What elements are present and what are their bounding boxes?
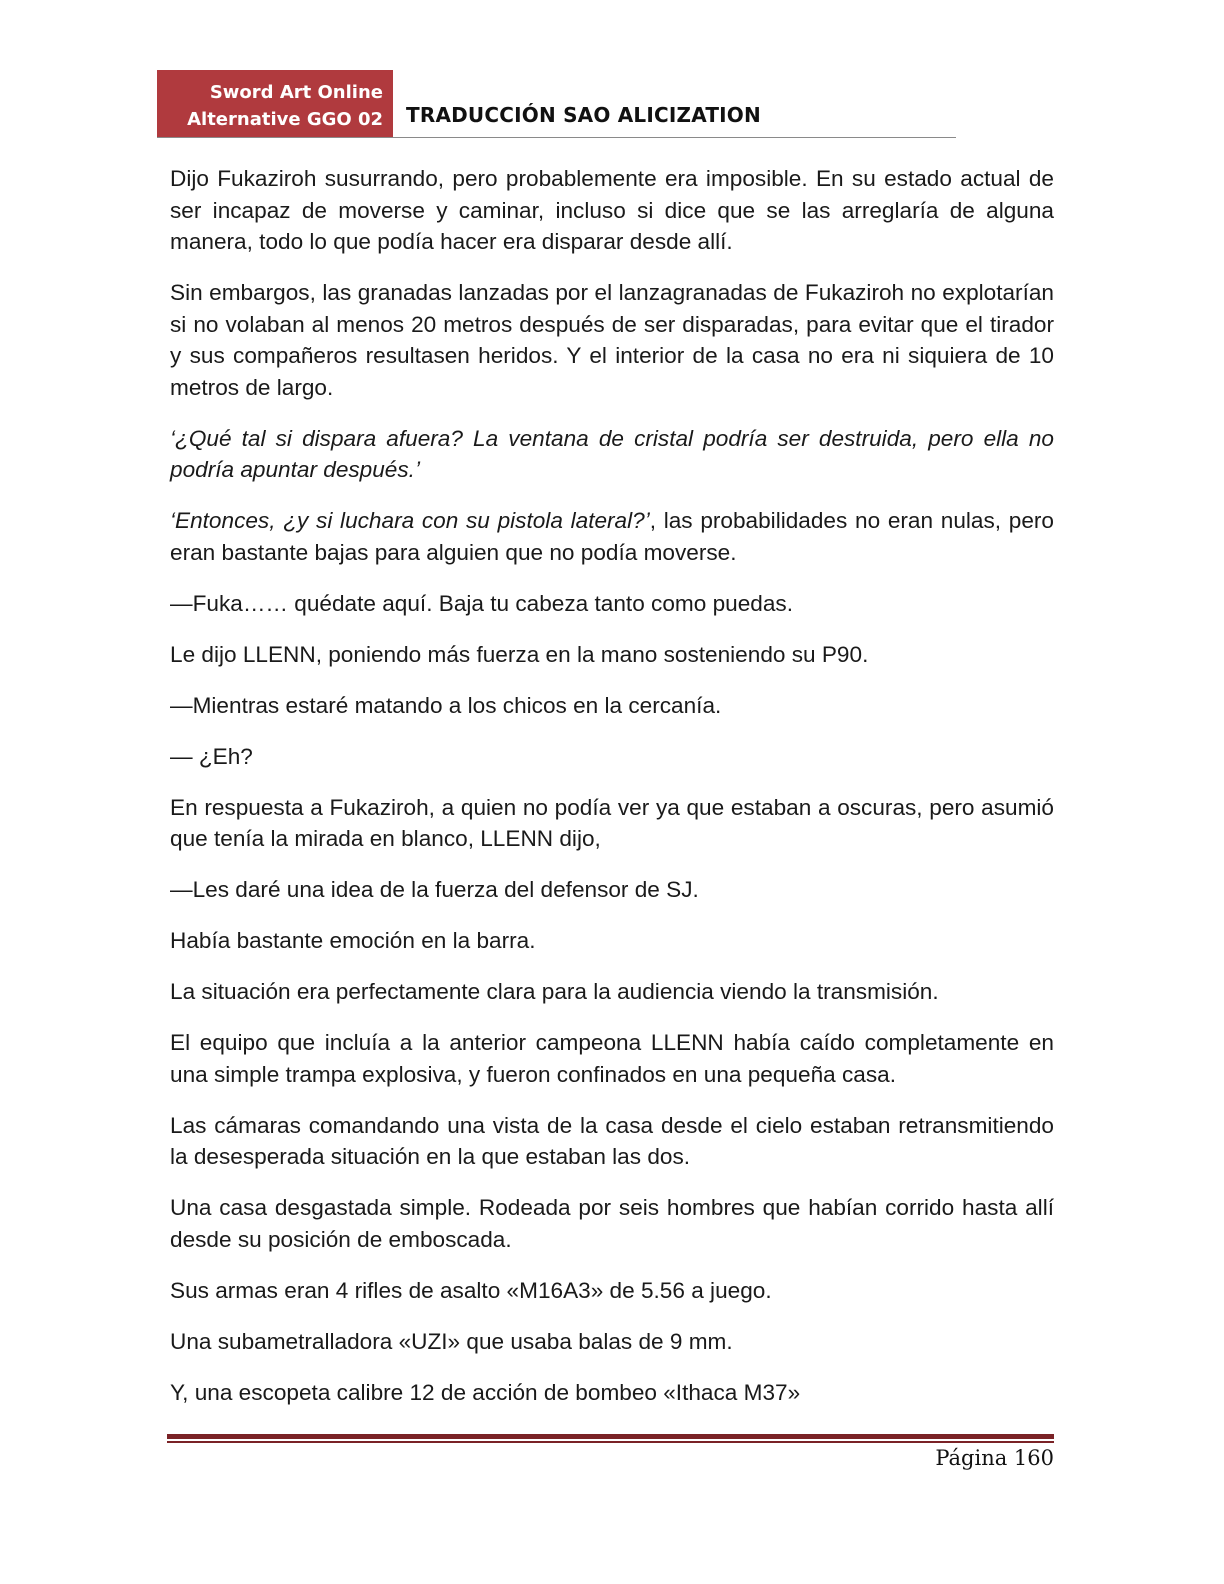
paragraph-12: La situación era perfectamente clara para la audiencia viendo la transmisión. (170, 979, 939, 1004)
paragraph-18: Y, una escopeta calibre 12 de acción de bombeo «Ithaca M37» (170, 1379, 801, 1405)
paragraph-11: Había bastante emoción en la barra. (170, 928, 536, 953)
header-title: TRADUCCIÓN SAO ALICIZATION (406, 103, 761, 127)
paragraph-17: Una subametralladora «UZI» que usaba balas de 9 mm. (170, 1328, 733, 1354)
paragraph-7: —Mientras estaré matando a los chicos en la cercanía. (170, 692, 722, 718)
paragraph-15: Una casa desgastada simple. Rodeada por seis hombres que habían corrido hasta allí desde su posición de emboscada. (170, 1195, 1054, 1252)
paragraph-13: El equipo que incluía a la anterior campeona LLENN había caído completamente en una simple trampa explosiva, y fueron confinados en una pequeña casa. (170, 1030, 1054, 1087)
header-book-tab (157, 70, 393, 138)
paragraph-1: Dijo Fukaziroh susurrando, pero probablemente era imposible. En su estado actual de ser incapaz de moverse y caminar, incluso si dice que se las arreglaría de alguna manera, todo lo que podía hacer era disparar desde allí. (170, 166, 1054, 254)
paragraph-10: —Les daré una idea de la fuerza del defensor de SJ. (170, 877, 699, 902)
header-divider (157, 137, 956, 138)
footer-divider-thin (167, 1441, 1054, 1443)
page-body (170, 163, 1054, 1428)
paragraph-5: —Fuka…… quédate aquí. Baja tu cabeza tanto como puedas. (170, 590, 793, 616)
footer-divider-thick (167, 1434, 1054, 1439)
paragraph-9: En respuesta a Fukaziroh, a quien no podía ver ya que estaban a oscuras, pero asumió que tenía la mirada en blanco, LLENN dijo, (170, 794, 1054, 851)
paragraph-2: Sin embargos, las granadas lanzadas por el lanzagranadas de Fukaziroh no explotarían si no volaban al menos 20 metros después de ser disparadas, para evitar que el tirador y sus compañeros resultasen heridos. Y el interior de la casa no era ni siquiera de 10 metros de largo. (170, 280, 1054, 400)
paragraph-14: Las cámaras comandando una vista de la casa desde el cielo estaban retransmitiendo la desesperada situación en la que estaban las dos. (170, 1112, 1054, 1169)
header-book-title-line1: Sword Art Online (209, 82, 383, 103)
paragraph-8: — ¿Eh? (170, 743, 253, 769)
paragraph-4: ‘Entonces, ¿y si luchara con su pistola lateral?’, las probabilidades no eran nulas, pero eran bastante bajas para alguien que no podía moverse. (170, 508, 1055, 565)
paragraph-3: ‘¿Qué tal si dispara afuera? La ventana de cristal podría ser destruida, pero ella no podría apuntar después.’ (170, 425, 1054, 482)
header-book-title-line2: Alternative GGO 02 (187, 109, 383, 130)
paragraph-16: Sus armas eran 4 rifles de asalto «M16A3» de 5.56 a juego. (170, 1277, 772, 1303)
page-number: Página 160 (935, 1446, 1054, 1470)
paragraph-6: Le dijo LLENN, poniendo más fuerza en la mano sosteniendo su P90. (170, 641, 869, 667)
